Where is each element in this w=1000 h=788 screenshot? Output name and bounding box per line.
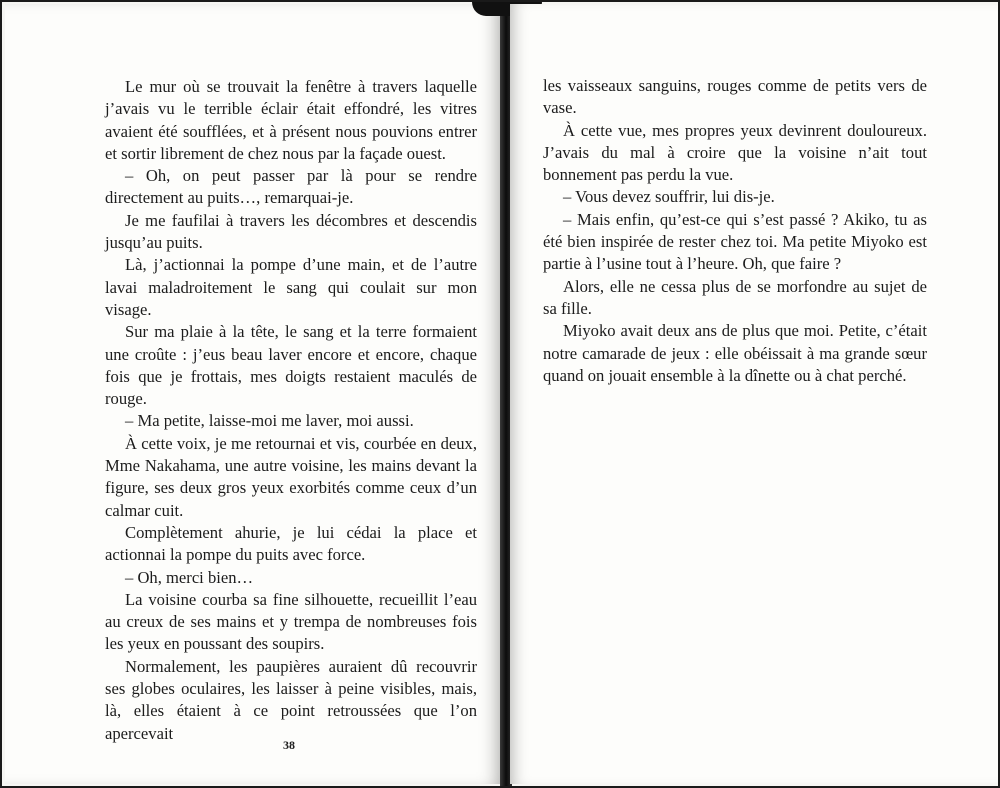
paragraph: À cette voix, je me retournai et vis, courbée en deux, Mme Nakahama, une autre voisine, les mains devant la figure, ses deux gros yeux exorbités comme ceux d’un calmar cuit. bbox=[105, 433, 477, 520]
right-page-text bbox=[543, 75, 927, 387]
paragraph: À cette vue, mes propres yeux devinrent douloureux. J’avais du mal à croire que la voisine n’ait tout bonnement pas perdu la vue. bbox=[543, 120, 927, 185]
paragraph: – Oh, on peut passer par là pour se rendre directement au puits…, remarquai-je. bbox=[105, 166, 477, 208]
paragraph: Alors, elle ne cessa plus de se morfondre au sujet de sa fille. bbox=[543, 276, 927, 318]
paragraph: La voisine courba sa fine silhouette, recueillit l’eau au creux de ses mains et y trempa de nombreuses fois les yeux en poussant des soupirs. bbox=[105, 589, 477, 654]
paragraph: Le mur où se trouvait la fenêtre à travers laquelle j’avais vu le terrible éclair était effondré, les vitres avaient été soufflées, et à présent nous pouvions entrer et sortir librement de chez nous par la façade ouest. bbox=[105, 77, 477, 163]
paragraph: Complètement ahurie, je lui cédai la place et actionnai la pompe du puits avec force. bbox=[105, 522, 477, 565]
paragraph: – Vous devez souffrir, lui dis-je. bbox=[563, 187, 775, 207]
paragraph: Là, j’actionnai la pompe d’une main, et de l’autre lavai maladroitement le sang qui coulait sur mon visage. bbox=[105, 255, 477, 319]
right-page bbox=[510, 4, 998, 784]
paragraph: Je me faufilai à travers les décombres et descendis jusqu’au puits. bbox=[105, 210, 477, 253]
paragraph-continuation: les vaisseaux sanguins, rouges comme de petits vers de vase. bbox=[543, 76, 927, 118]
page-number: 38 bbox=[283, 738, 295, 752]
left-page bbox=[5, 4, 502, 784]
paragraph: – Ma petite, laisse-moi me laver, moi aussi. bbox=[125, 411, 414, 431]
paragraph: Miyoko avait deux ans de plus que moi. Petite, c’était notre camarade de jeux : elle obéissait à ma grande sœur quand on jouait ensemble à la dînette ou à chat perché. bbox=[543, 321, 927, 385]
paragraph: – Oh, merci bien… bbox=[125, 567, 254, 587]
paragraph: Normalement, les paupières auraient dû recouvrir ses globes oculaires, les laisser à peine visibles, mais, là, elles étaient à ce point retroussées que l’on apercevait bbox=[105, 656, 477, 743]
paragraph: Sur ma plaie à la tête, le sang et la terre formaient une croûte : j’eus beau laver encore et encore, chaque fois que je frottais, mes doigts restaient maculés de rouge. bbox=[105, 322, 477, 409]
paragraph: – Mais enfin, qu’est-ce qui s’est passé ? Akiko, tu as été bien inspirée de rester chez toi. Ma petite Miyoko est partie à l’usine tout à l’heure. Oh, que faire ? bbox=[543, 209, 927, 274]
left-page-text bbox=[105, 76, 477, 745]
